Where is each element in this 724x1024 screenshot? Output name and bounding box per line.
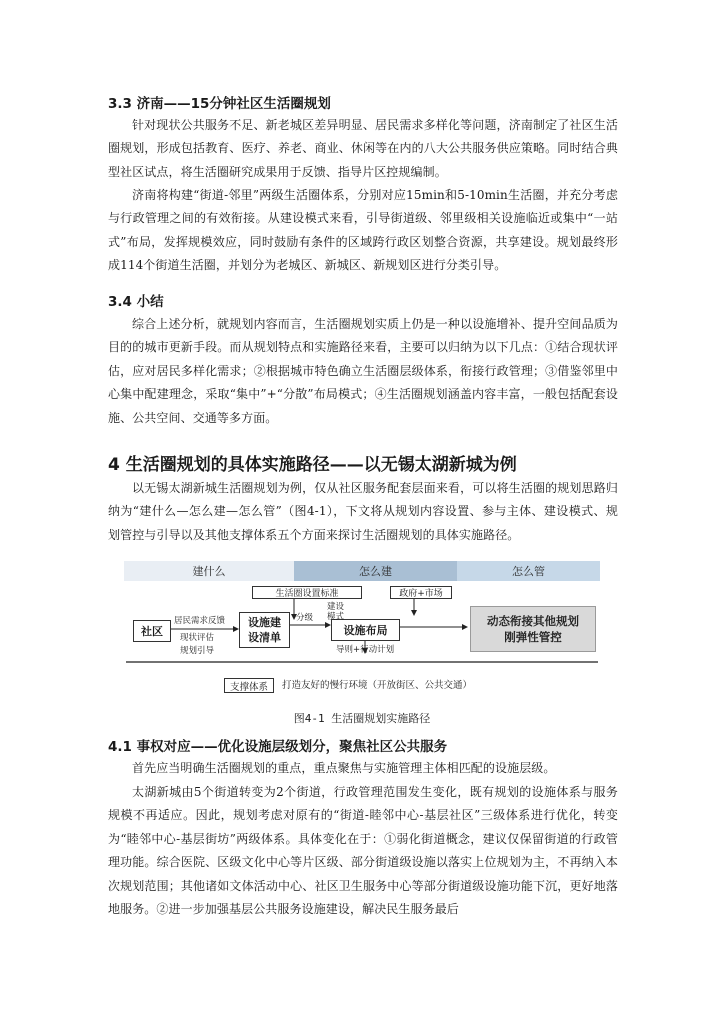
band-how-to-manage: 怎么管	[457, 561, 600, 581]
node-dynamic-control: 动态衔接其他规划 刚弹性管控	[470, 606, 596, 652]
node-facility-list: 设施建 设清单	[239, 612, 290, 648]
section-heading-4: 4 生活圈规划的具体实施路径——以无锡太湖新城为例	[108, 455, 517, 475]
figure-implementation-path	[124, 561, 600, 706]
support-system-text: 打造友好的慢行环境（开放街区、公共交通）	[282, 680, 473, 691]
node-support-system: 支撑体系	[224, 678, 274, 693]
band-how-to-build: 怎么建	[294, 561, 457, 581]
node-facility-layout: 设施布局	[331, 619, 400, 641]
node-community: 社区	[133, 620, 171, 642]
section-heading-4-1: 4.1 事权对应——优化设施层级划分，聚焦社区公共服务	[108, 739, 448, 755]
paragraph-4-1: 以无锡太湖新城生活圈规划为例，仅从社区服务配套层面来看，可以将生活圈的规划思路归纳为“建什么—怎么建—怎么管”（图4-1），下文将从规划内容设置、参与主体、建设模式、规划管控与引导以及其他支撑体系五个方面来探讨生活圈规划的具体实施路径。	[108, 481, 618, 542]
label-assessment: 现状评估 规划引导	[180, 633, 215, 656]
paragraph-4-1-1: 首先应当明确生活圈规划的重点，重点聚焦与实施管理主体相匹配的设施层级。	[132, 761, 556, 775]
label-feedback: 居民需求反馈	[174, 616, 226, 626]
label-mode: 建设 模式	[327, 602, 345, 622]
figure-caption: 图4-1 生活圈规划实施路径	[293, 712, 431, 725]
paragraph-3-3-2: 济南将构建“街道-邻里”两级生活圈体系，分别对应15min和5-10min生活圈，并充分考虑与行政管理之间的有效衔接。从建设模式来看，引导街道级、邻里级相关设施临近或集中“一站式”布局，发挥规模效应，同时鼓励有条件的区域跨行政区划整合资源，共享建设。规划最终形成114个街道生活圈，并划分为老城区、新城区、新规划区进行分类引导。	[108, 188, 618, 273]
label-guide-action: 导则+行动计划	[336, 645, 395, 655]
label-grade: 分级	[296, 613, 314, 623]
section-heading-3-3: 3.3 济南——15分钟社区生活圈规划	[108, 96, 331, 112]
paragraph-3-4-1: 综合上述分析，就规划内容而言，生活圈规划实质上仍是一种以设施增补、提升空间品质为目的的城市更新手段。而从规划特点和实施路径来看，主要可以归纳为以下几点：①结合现状评估，应对居民多样化需求；②根据城市特色确立生活圈层级体系，衔接行政管理；③借鉴邻里中心集中配建理念，采取“集中”+“分散”布局模式；④生活圈规划涵盖内容丰富，一般包括配套设施、公共空间、交通等多方面。	[108, 317, 618, 425]
node-gov-market: 政府+市场	[390, 586, 452, 599]
node-standard: 生活圈设置标准	[252, 586, 362, 599]
section-heading-3-4: 3.4 小结	[108, 294, 164, 310]
band-what-to-build: 建什么	[124, 561, 294, 581]
paragraph-4-1-2: 太湖新城由5个街道转变为2个街道，行政管理范围发生变化，既有规划的设施体系与服务规模不再适应。因此，规划考虑对原有的“街道-睦邻中心-基层社区”三级体系进行优化，转变为“睦邻中心-基层街坊”两级体系。具体变化在于：①弱化街道概念，建议仅保留街道的行政管理功能。综合医院、区级文化中心等片区级、部分街道级设施以落实上位规划为主，不再纳入本次规划范围；其他诸如文体活动中心、社区卫生服务中心等部分街道级设施功能下沉，更好地落地服务。②进一步加强基层公共服务设施建设，解决民生服务最后	[108, 785, 618, 917]
paragraph-3-3-1: 针对现状公共服务不足、新老城区差异明显、居民需求多样化等问题，济南制定了社区生活圈规划，形成包括教育、医疗、养老、商业、休闲等在内的八大公共服务供应策略。同时结合典型社区试点，将生活圈研究成果用于反馈、指导片区控规编制。	[108, 118, 618, 179]
